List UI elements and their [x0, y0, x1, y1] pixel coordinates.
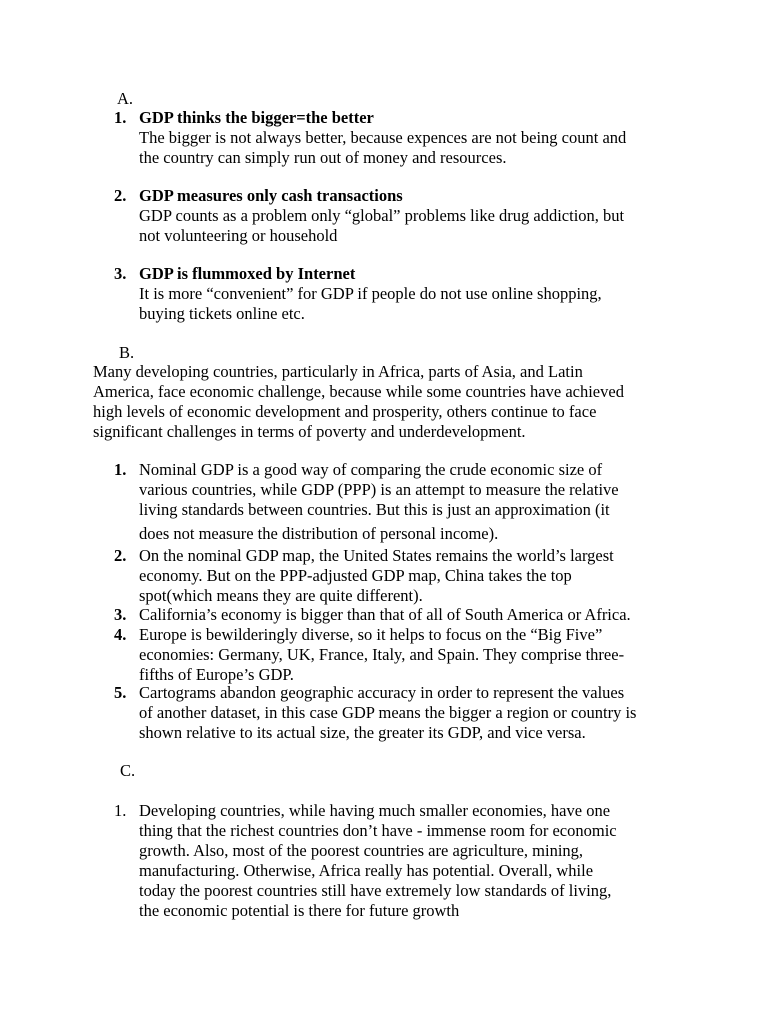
item-number: 3. [114, 605, 127, 624]
item-number: 3. [114, 264, 127, 283]
item-number: 2. [114, 546, 127, 565]
item-heading: GDP thinks the bigger=the better [139, 108, 374, 127]
section-c-label: C. [120, 761, 136, 780]
item-line: not volunteering or household [139, 226, 338, 245]
section-a-item-1 [114, 108, 674, 168]
item-line: various countries, while GDP (PPP) is an attempt to measure the relative [139, 480, 619, 499]
intro-line: high levels of economic development and prosperity, others continue to face [93, 402, 597, 421]
item-line: Europe is bewilderingly diverse, so it helps to focus on the “Big Five” [139, 625, 603, 644]
item-line: today the poorest countries still have extremely low standards of living, [139, 881, 612, 900]
item-line: thing that the richest countries don’t have - immense room for economic [139, 821, 617, 840]
section-a-item-2 [114, 186, 674, 246]
section-b-label: B. [119, 343, 135, 362]
item-line: GDP counts as a problem only “global” problems like drug addiction, but [139, 206, 625, 225]
intro-line: significant challenges in terms of poverty and underdevelopment. [93, 422, 526, 441]
section-b-item-4 [114, 625, 674, 685]
item-heading: GDP measures only cash transactions [139, 186, 403, 205]
item-line: Nominal GDP is a good way of comparing the crude economic size of [139, 460, 603, 479]
item-number: 1. [114, 108, 127, 127]
section-b-item-3 [114, 605, 674, 625]
section-b-item-2 [114, 546, 674, 606]
section-a-label: A. [117, 89, 134, 108]
item-number: 5. [114, 683, 127, 702]
item-line: economies: Germany, UK, France, Italy, and Spain. They comprise three- [139, 645, 625, 664]
item-line: Developing countries, while having much smaller economies, have one [139, 801, 611, 820]
item-line: of another dataset, in this case GDP means the bigger a region or country is [139, 703, 637, 722]
item-line: living standards between countries. But this is just an approximation (it [139, 500, 610, 519]
item-line: It is more “convenient” for GDP if people do not use online shopping, [139, 284, 602, 303]
section-b-item-5 [114, 683, 674, 743]
item-line: California’s economy is bigger than that of all of South America or Africa. [139, 605, 631, 624]
item-number: 2. [114, 186, 127, 205]
item-line: growth. Also, most of the poorest countries are agriculture, mining, [139, 841, 584, 860]
item-number: 1. [114, 460, 127, 479]
item-line: Cartograms abandon geographic accuracy in order to represent the values [139, 683, 625, 702]
item-line: does not measure the distribution of personal income). [139, 524, 499, 543]
item-line: economy. But on the PPP-adjusted GDP map, China takes the top [139, 566, 572, 585]
item-line: On the nominal GDP map, the United States remains the world’s largest [139, 546, 614, 565]
item-line: buying tickets online etc. [139, 304, 305, 323]
section-b-item-1 [114, 460, 674, 544]
item-number: 4. [114, 625, 127, 644]
section-c-item-1 [114, 801, 674, 921]
item-line: fifths of Europe’s GDP. [139, 665, 294, 684]
item-line: the economic potential is there for future growth [139, 901, 460, 920]
section-b-intro [93, 362, 683, 442]
item-line: spot(which means they are quite different). [139, 586, 423, 605]
section-a-item-3 [114, 264, 674, 324]
item-number: 1. [114, 801, 127, 820]
intro-line: America, face economic challenge, because while some countries have achieved [93, 382, 624, 401]
item-line: the country can simply run out of money and resources. [139, 148, 507, 167]
item-line: manufacturing. Otherwise, Africa really has potential. Overall, while [139, 861, 594, 880]
intro-line: Many developing countries, particularly in Africa, parts of Asia, and Latin [93, 362, 583, 381]
item-line: shown relative to its actual size, the greater its GDP, and vice versa. [139, 723, 586, 742]
item-line: The bigger is not always better, because expences are not being count and [139, 128, 627, 147]
item-heading: GDP is flummoxed by Internet [139, 264, 356, 283]
